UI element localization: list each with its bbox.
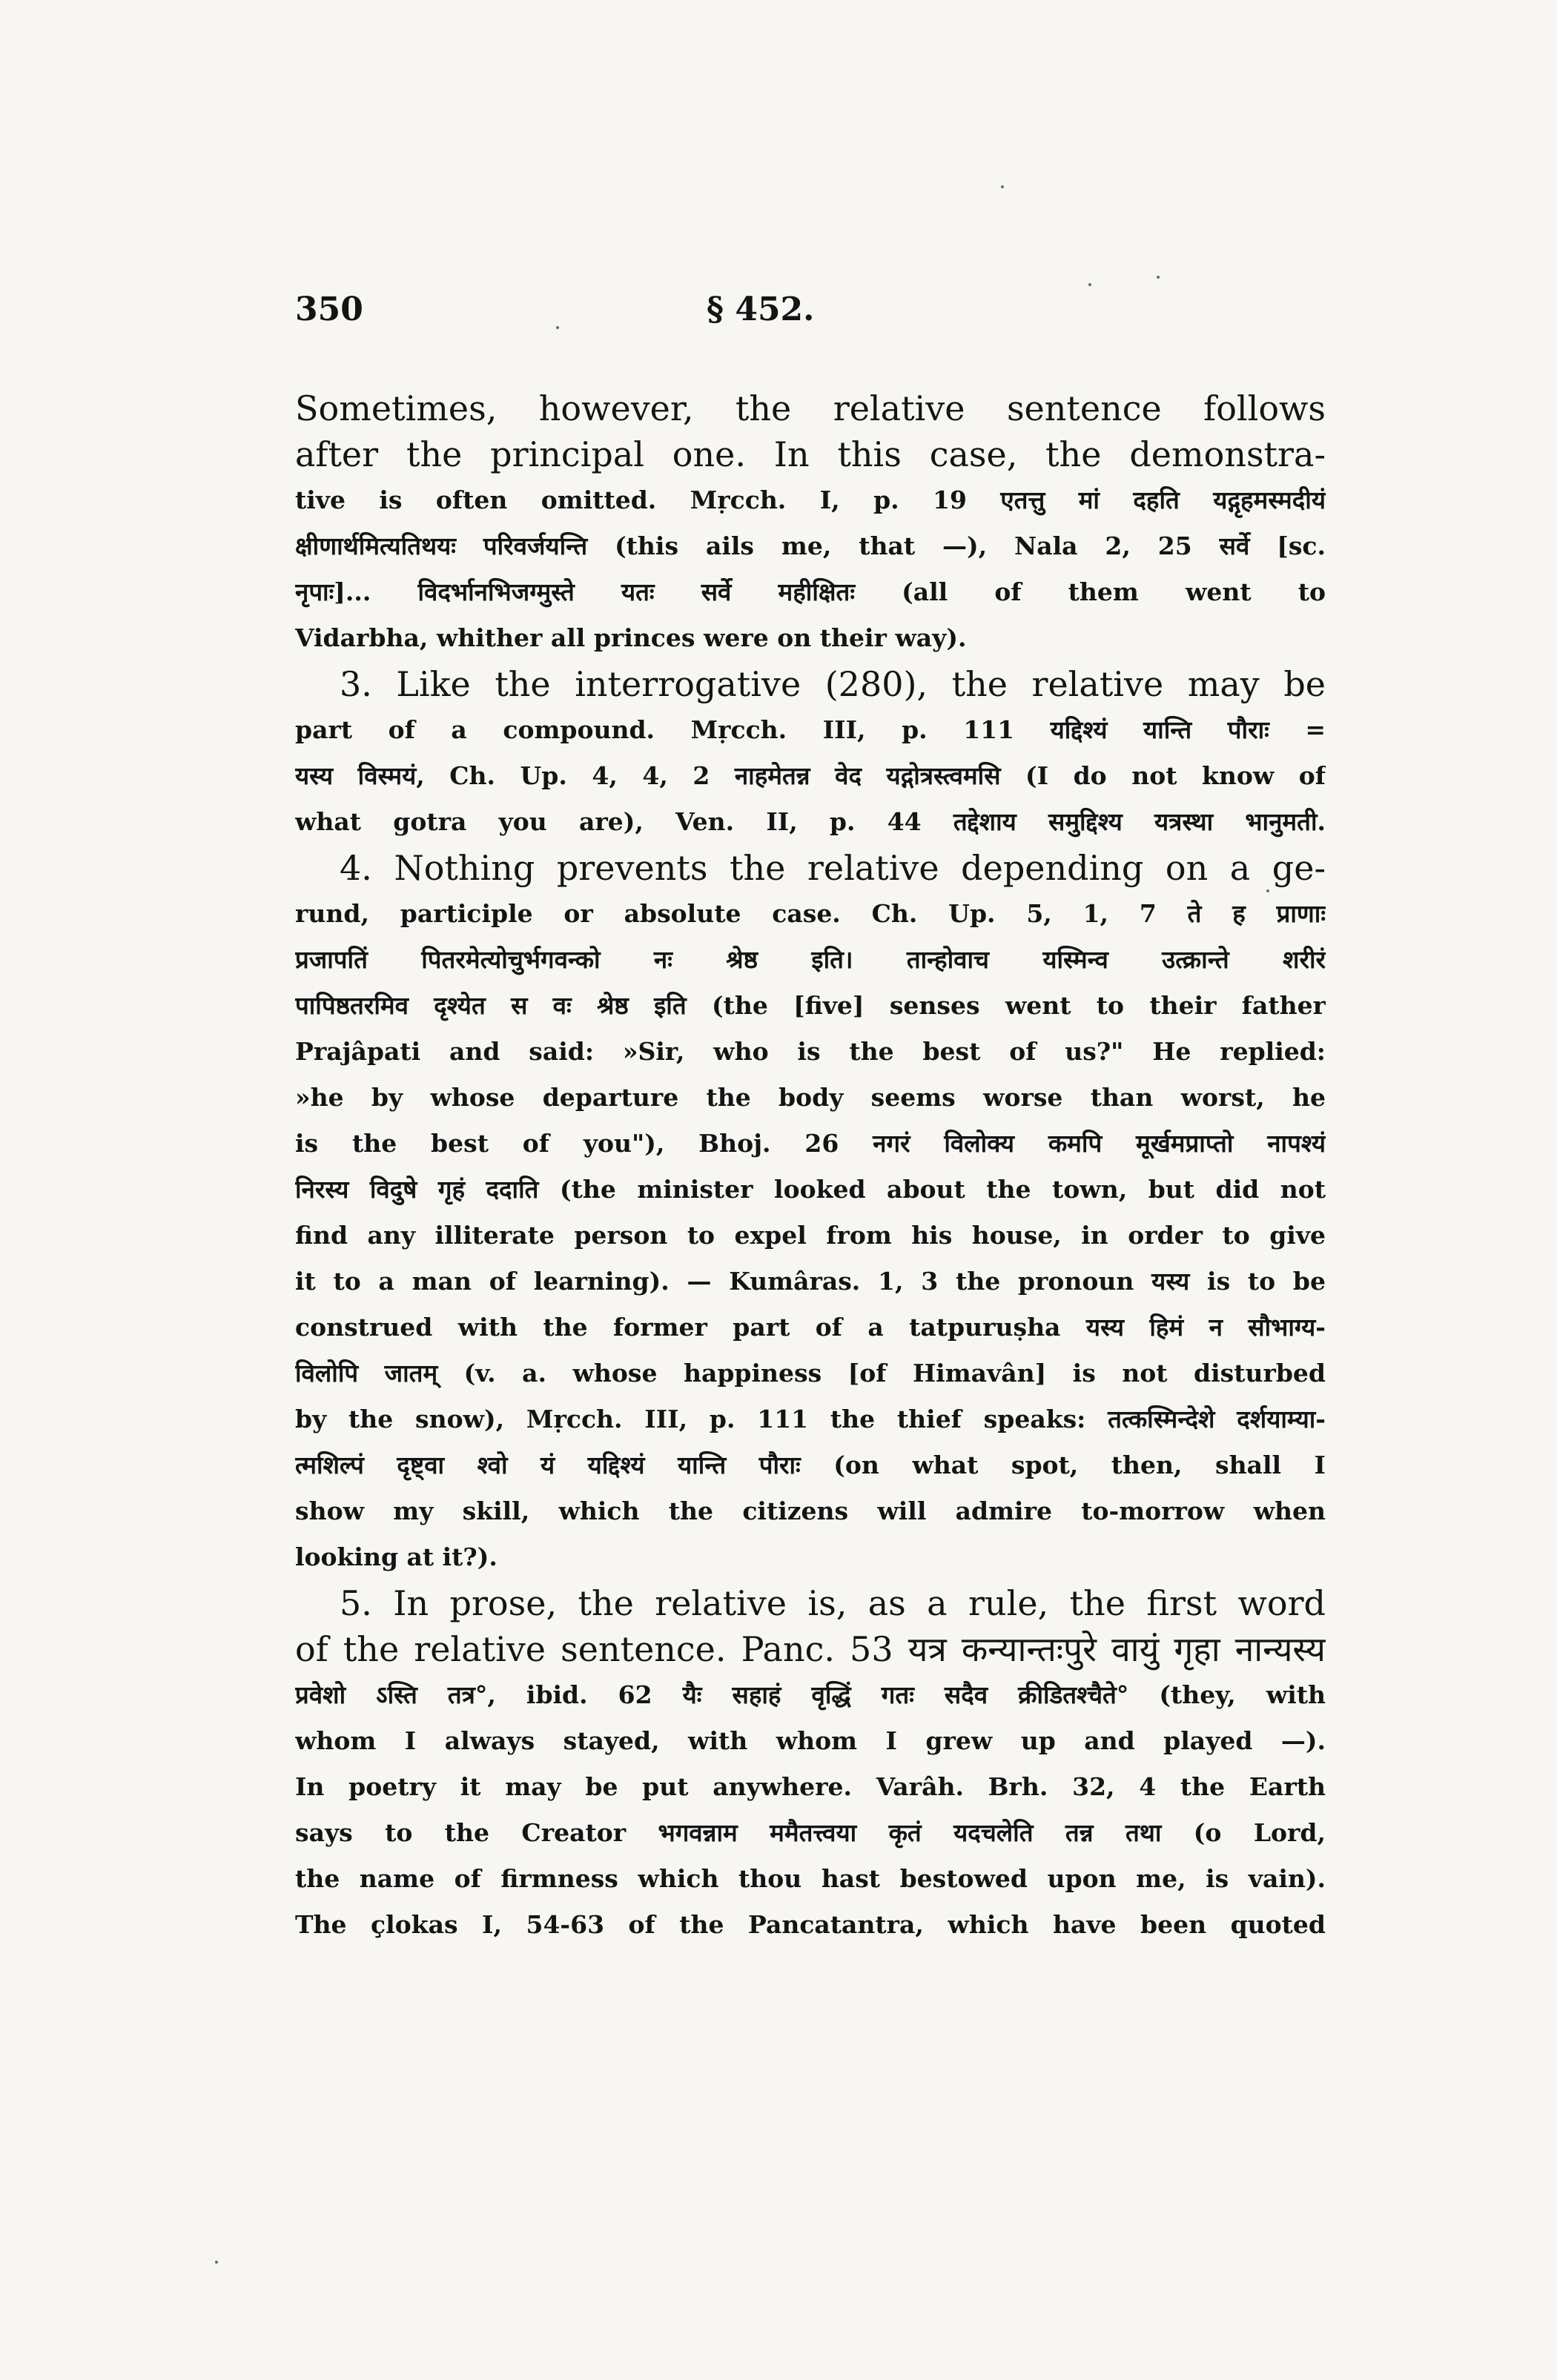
- text-line: पापिष्ठतरमिव दृश्येत स वः श्रेष्ठ इति (the [five] senses went to their father: [295, 991, 1326, 1020]
- text-line: Vidarbha, whither all princes were on their way).: [295, 623, 967, 652]
- text-line: says to the Creator भगवन्नाम ममैतत्त्वया कृतं यदचलेति तन्न तथा (o Lord,: [295, 1818, 1326, 1847]
- text-line: what gotra you are), Ven. II, p. 44 तद्देशाय समुद्दिश्य यत्रस्था भानुमती.: [295, 807, 1326, 836]
- text-line: In poetry it may be put anywhere. Varâh. Brh. 32, 4 the Earth: [295, 1772, 1326, 1801]
- text-line: find any illiterate person to expel from his house, in order to give: [295, 1221, 1326, 1250]
- text-line: part of a compound. Mṛcch. III, p. 111 यद्दिश्यं यान्ति पौराः =: [295, 715, 1326, 744]
- text-line: rund, participle or absolute case. Ch. Up. 5, 1, 7 ते ह प्राणाः: [295, 899, 1326, 928]
- text-line: is the best of you"), Bhoj. 26 नगरं विलोक्य कमपि मूर्खमप्राप्तो नापश्यं: [295, 1129, 1326, 1158]
- text-line: निरस्य विदुषे गृहं ददाति (the minister looked about the town, but did not: [295, 1175, 1326, 1204]
- paper-speck: [1266, 889, 1269, 892]
- text-line: 3. Like the interrogative (280), the relative may be: [340, 664, 1326, 704]
- text-line: 5. In prose, the relative is, as a rule, the first word: [340, 1583, 1326, 1623]
- text-line: क्षीणार्थमित्यतिथयः परिवर्जयन्ति (this ails me, that —), Nala 2, 25 सर्वे [sc.: [295, 531, 1326, 560]
- paper-speck: [1157, 276, 1160, 279]
- paper-speck: [1001, 185, 1004, 188]
- text-line: whom I always stayed, with whom I grew up and played —).: [295, 1726, 1326, 1755]
- text-line: the name of firmness which thou hast bestowed upon me, is vain).: [295, 1864, 1326, 1893]
- text-line: Sometimes, however, the relative sentence follows: [295, 388, 1326, 428]
- text-line: प्रजापतिं पितरमेत्योचुर्भगवन्को नः श्रेष्ठ इति। तान्होवाच यस्मिन्व उत्क्रान्ते शरीरं: [295, 945, 1326, 974]
- text-line: विलोपि जातम् (v. a. whose happiness [of Himavân] is not disturbed: [295, 1359, 1326, 1388]
- text-line: नृपाः]... विदर्भानभिजग्मुस्ते यतः सर्वे महीक्षितः (all of them went to: [295, 577, 1326, 606]
- text-line: by the snow), Mṛcch. III, p. 111 the thief speaks: तत्कस्मिन्देशे दर्शयाम्या-: [295, 1405, 1326, 1433]
- paper-speck: [215, 2261, 218, 2264]
- text-line: »he by whose departure the body seems worse than worst, he: [295, 1083, 1326, 1112]
- text-line: it to a man of learning). — Kumâras. 1, 3 the pronoun यस्य is to be: [295, 1267, 1326, 1296]
- text-line: construed with the former part of a tatpuruṣha यस्य हिमं न सौभाग्य-: [295, 1313, 1326, 1342]
- paper-speck: [1088, 283, 1091, 286]
- text-line: The çlokas I, 54-63 of the Pancatantra, which have been quoted: [295, 1910, 1326, 1939]
- text-line: of the relative sentence. Panc. 53 यत्र कन्यान्तःपुरे वायुं गृहा नान्यस्य: [295, 1629, 1326, 1669]
- text-line: tive is often omitted. Mṛcch. I, p. 19 एतत्तु मां दहति यद्गृहमस्मदीयं: [295, 485, 1326, 514]
- body-text: [295, 385, 1326, 1948]
- text-line: प्रवेशो ऽस्ति तत्र°, ibid. 62 यैः सहाहं वृद्धिं गतः सदैव क्रीडितश्चैते° (they, with: [295, 1680, 1326, 1709]
- text-line: looking at it?).: [295, 1542, 497, 1571]
- section-number: § 452.: [707, 291, 815, 328]
- text-line: 4. Nothing prevents the relative depending on a ge-: [340, 848, 1326, 888]
- page-number: 350: [295, 291, 363, 328]
- paper-speck: [556, 326, 559, 329]
- text-line: Prajâpati and said: »Sir, who is the best of us?" He replied:: [295, 1037, 1326, 1066]
- text-line: यस्य विस्मयं, Ch. Up. 4, 4, 2 नाहमेतन्न वेद यद्गोत्रस्त्वमसि (I do not know of: [295, 761, 1326, 790]
- text-line: after the principal one. In this case, the demonstra-: [295, 434, 1326, 474]
- text-line: show my skill, which the citizens will admire to-morrow when: [295, 1496, 1326, 1525]
- running-head: [295, 291, 1326, 335]
- text-line: त्मशिल्पं दृष्ट्वा श्वो यं यद्दिश्यं यान्ति पौराः (on what spot, then, shall I: [295, 1451, 1326, 1479]
